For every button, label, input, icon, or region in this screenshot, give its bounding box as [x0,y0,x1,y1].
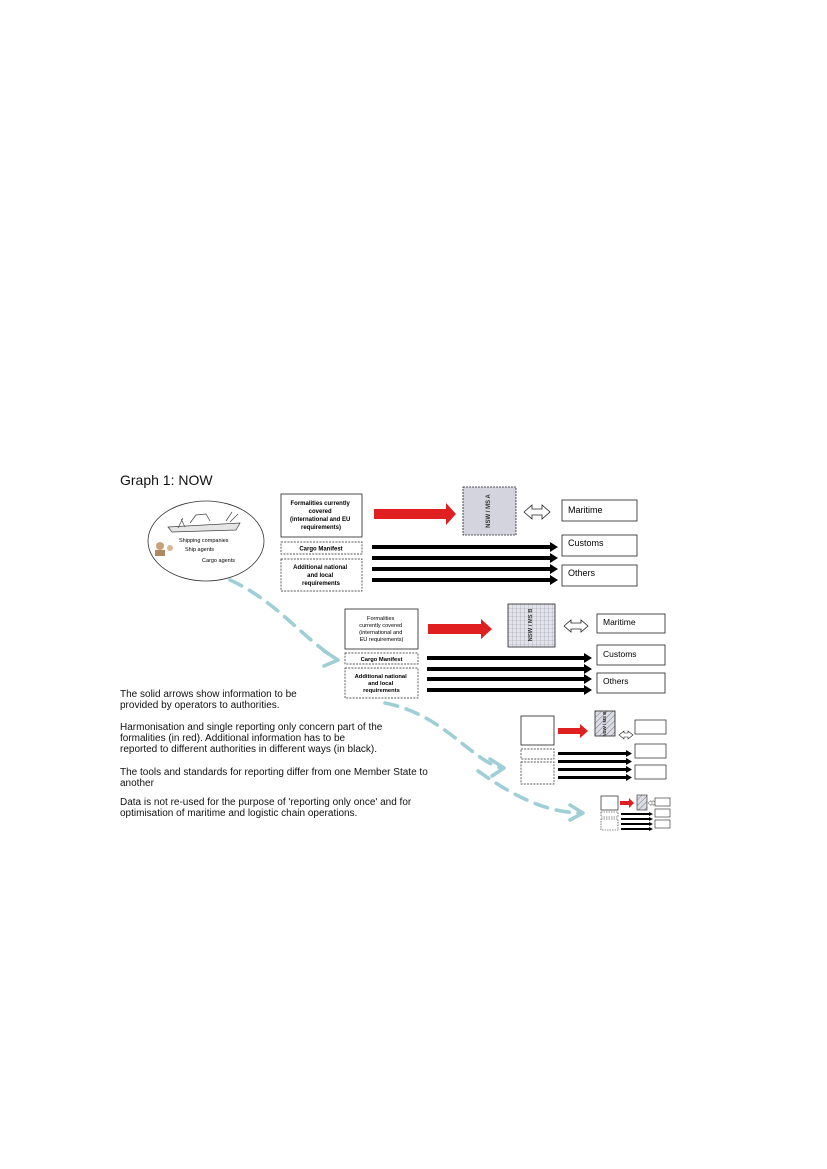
additional-a-line-2: and local [307,573,334,579]
panel-d [601,795,670,831]
black-arrow-c-2 [558,758,632,765]
black-arrow-d-2 [621,817,653,821]
customs-a-label: Customs [568,538,604,548]
nsw-box-b [508,604,555,647]
maritime-a-label: Maritime [568,505,603,515]
black-arrows-d [621,812,653,831]
formalities-b-line-3: (international and [359,630,403,636]
operator-ship-agents: Ship agents [185,547,215,553]
black-arrow-c-3 [558,766,632,773]
nsw-box-d [637,795,647,810]
additional-b-line-2: and local [368,681,394,687]
formalities-a-line-1: Formalities currently [290,501,350,507]
note-tools-standards [120,767,428,789]
graph-title: Graph 1: NOW [120,472,213,488]
black-arrow-d-4 [621,827,653,831]
authority-2-c [635,744,666,758]
note-2-line-1: Harmonisation and single reporting only concern part of the [120,722,383,733]
additional-box-c [521,762,554,784]
nsw-box-a [463,487,516,535]
authority-1-c [635,720,666,734]
additional-box-a [281,559,362,591]
black-arrow-b-1 [427,653,592,663]
red-arrow-a [374,503,456,525]
additional-a-line-1: Additional national [293,565,348,571]
red-arrow-d [620,798,634,808]
authority-2-d [655,809,670,817]
cargo-manifest-a-label: Cargo Manifest [299,546,343,553]
black-arrow-a-2 [372,553,558,563]
authority-customs-a [562,535,637,556]
note-2-line-3: reported to different authorities in different ways (in black). [120,744,377,755]
others-a-label: Others [568,568,596,578]
maritime-b-label: Maritime [603,617,636,627]
operator-cargo-agents: Cargo agents [202,558,236,564]
additional-b-line-1: Additional national [354,674,407,680]
panel-b [345,604,665,698]
cargo-manifest-box-a [281,542,362,554]
note-3-line-1: The tools and standards for reporting differ from one Member State to [120,767,428,778]
black-arrow-b-4 [427,685,592,695]
additional-box-b [345,668,418,698]
black-arrow-a-4 [372,575,558,585]
cargo-manifest-box-b [345,653,418,664]
nsw-box-c [595,711,615,736]
formalities-box-a [281,494,362,537]
additional-box-d [601,819,618,830]
double-arrow-a [524,505,550,519]
authority-maritime-b [597,614,665,633]
formalities-a-line-4: requirements) [300,525,342,531]
black-arrow-d-1 [621,812,653,816]
note-1-line-1: The solid arrows show information to be [120,689,297,700]
formalities-a-line-2: covered [308,509,332,515]
additional-a-line-3: requirements [301,581,341,587]
note-4-line-1: Data is not re-used for the purpose of 'reporting only once' and for [120,797,412,808]
cargo-manifest-b-label: Cargo Manifest [360,657,403,663]
black-arrows-b [427,653,592,695]
panel-c [521,711,666,784]
authority-1-d [655,798,670,806]
formalities-box-d [601,796,618,810]
operators-ellipse [148,501,264,581]
black-arrow-a-1 [372,542,558,552]
black-arrow-c-4 [558,774,632,781]
dashed-flow-2 [385,703,502,768]
operator-shipping: Shipping companies [179,538,229,544]
note-2-line-2: formalities (in red). Additional information has to be [120,733,346,744]
cargo-manifest-box-c [521,749,554,759]
panel-a [281,487,637,591]
authority-3-d [655,820,670,828]
black-arrow-b-3 [427,674,592,684]
black-arrow-c-1 [558,750,632,757]
dashed-flow-1 [230,580,335,658]
formalities-b-line-4: EU requirements) [359,637,404,643]
black-arrows-c [558,750,632,781]
formalities-box-b [345,609,418,649]
nsw-a-label: NSW / MS A [486,494,492,528]
authority-others-b [597,673,665,693]
authority-customs-b [597,645,665,665]
authority-others-a [562,565,637,586]
additional-b-line-3: requirements [363,688,400,694]
nsw-c-label: NSW / MS B [602,711,607,737]
black-arrow-d-3 [621,822,653,826]
nsw-b-label: NSW / MS B [528,608,534,642]
formalities-a-line-3: (international and EU [289,517,351,523]
double-arrow-b [564,620,588,632]
note-4-line-2: optimisation of maritime and logistic chain operations. [120,808,358,819]
formalities-b-line-2: currently covered [359,623,403,629]
black-arrow-a-3 [372,564,558,574]
note-1-line-2: provided by operators to authorities. [120,700,280,711]
cargo-manifest-box-d [601,812,618,817]
double-arrow-c [619,731,633,739]
formalities-b-line-1: Formalities [367,616,395,622]
red-arrow-b [428,619,492,639]
black-arrows-a [372,542,558,585]
note-data-reuse [120,797,411,819]
black-arrow-b-2 [427,664,592,674]
note-solid-arrows [120,689,297,711]
customs-b-label: Customs [603,649,637,659]
authority-maritime-a [562,500,637,521]
others-b-label: Others [603,676,629,686]
note-harmonisation [120,722,382,755]
formalities-box-c [521,716,554,745]
note-3-line-2: another [120,778,154,789]
authority-3-c [635,765,666,779]
red-arrow-c [558,724,588,738]
